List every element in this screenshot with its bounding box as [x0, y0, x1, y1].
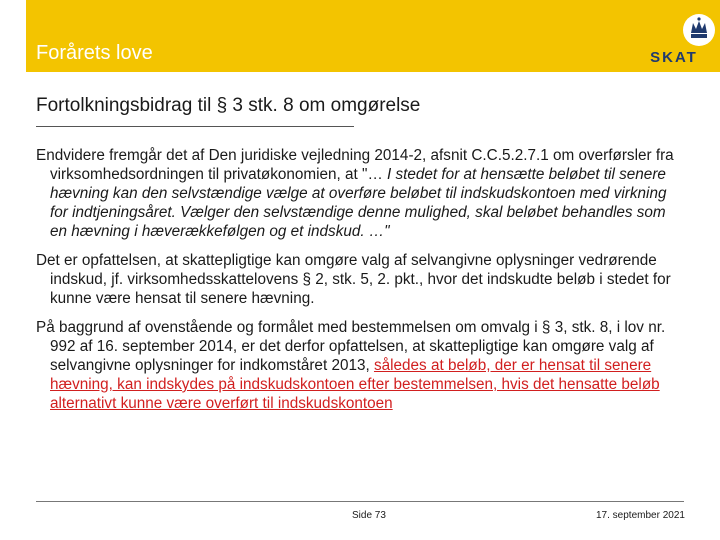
logo-text: SKAT — [650, 49, 698, 66]
paragraph-1 — [36, 146, 686, 241]
paragraph-1-intro: Endvidere fremgår det af Den juridiske vejledning 2014-2, afsnit C.C.5.2.7.1 om overførsler fra virksomhedsordningen til privatøkonomien, at "… — [36, 147, 674, 183]
paragraph-2: Det er opfattelsen, at skattepligtige kan omgøre valg af selvangivne oplysninger vedrørende indskud, jf. virksomhedsskattelovens § 2, stk. 5, 2. pkt., hvor det indskudte beløb i stedet for kunne være hensat til senere hævning. — [36, 252, 671, 307]
paragraph-3 — [36, 318, 686, 413]
footer-divider — [36, 501, 684, 502]
slide-title: Forårets love — [36, 42, 153, 64]
page-number: Side 73 — [352, 510, 386, 521]
paragraph-3-text: På baggrund af ovenstående og formålet med bestemmelsen om omvalg i § 3, stk. 8, i lov nr. 992 af 16. september 2014, er det derfor opfattelsen, at skattepligtige kan omgøre valg af selvangivne oplysninger for indkomståret 2013, — [36, 319, 666, 374]
skat-logo — [638, 10, 716, 66]
body-content — [36, 146, 686, 423]
header-bar — [26, 0, 720, 72]
section-heading: Fortolkningsbidrag til § 3 stk. 8 om omgørelse — [36, 95, 421, 116]
paragraph-3-highlight: således at beløb, der er hensat til senere hævning, kan indskydes på indskudskontoen efter bestemmelsen, hvis det hensatte beløb alternativt kunne være overført til indskudskontoen — [50, 357, 660, 412]
heading-divider — [36, 126, 354, 127]
footer-date: 17. september 2021 — [596, 510, 685, 521]
paragraph-1-quote: I stedet for at hensætte beløbet til senere hævning kan den selvstændige vælge at overføre beløbet til indskudskontoen med virkning for indtjeningsåret. Vælger den selvstændige denne mulighed, skal beløbet behandles som en hævning i hæverækkefølgen og et indskud. …" — [50, 166, 667, 240]
